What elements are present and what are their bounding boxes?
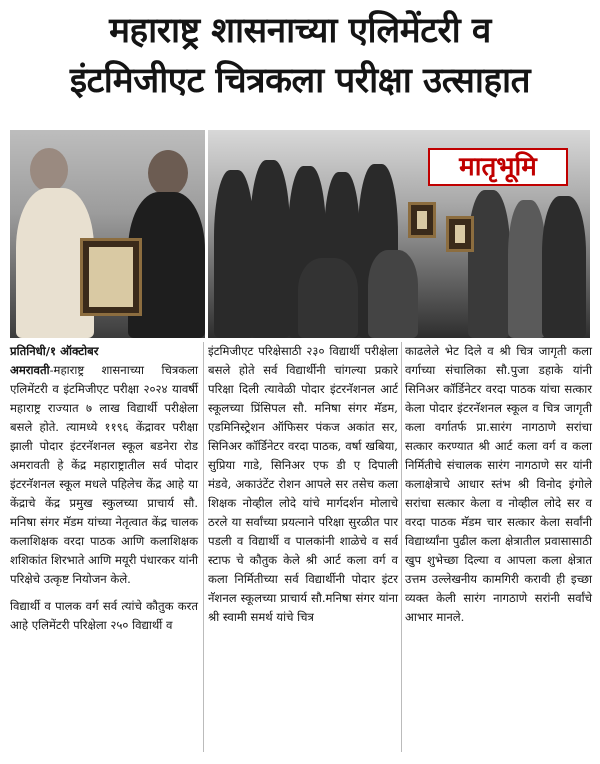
group-person xyxy=(542,196,586,338)
article-column-3 xyxy=(405,342,592,627)
person-left-head xyxy=(30,148,68,192)
headline-line-2: इंटमिजीएट चित्रकला परीक्षा उत्साहात xyxy=(69,61,531,101)
city-name: अमरावती xyxy=(10,363,50,377)
article-paragraph: काढलेले भेट दिले व श्री चित्र जागृती कला वर्गाच्या संचालिका सौ.पुजा डहाके यांनी सिनिअर कॉर्डिनेटर वरदा पाठक यांचा सत्कार केला पोदार इंटरनॅशनल स्कूल व चित्र जागृती कला वर्गातर्फ प्रा.सारंग नागठाणे सरांचा सत्कार करण्यात श्री आर्ट कला वर्ग व कला निर्मितीचे संचालक सारंग नागठाणे सर यांनी कलाक्षेत्राचे आधार स्तंभ श्री विनोद इंगोले सरांचा सत्कार केला व नोव्हील लोदे सर व वरदा पाठक मॅडम चार सत्कार केला सर्वांनी विद्यार्थ्यांना पुढील कला क्षेत्रातील प्रवासासाठी खुप शुभेच्छा दिल्या व आपला कला क्षेत्रात उत्तम उल्लेखनीय कामगिरी करावी ही इच्छा व्यक्त केली सारंग नागठाणे सरांनी सर्वांचे आभार मानले. xyxy=(405,344,592,624)
framed-painting xyxy=(408,202,436,238)
group-person xyxy=(214,170,254,338)
headline-line-1: महाराष्ट्र शासनाच्या एलिमेंटरी व xyxy=(109,11,491,51)
group-person xyxy=(250,160,290,338)
photo-handover xyxy=(10,130,205,338)
article-column-2 xyxy=(208,342,398,627)
person-right-head xyxy=(148,150,188,196)
framed-painting xyxy=(446,216,474,252)
group-person xyxy=(468,190,510,338)
masthead-logo: मातृभूमि xyxy=(428,148,568,186)
column-divider xyxy=(401,342,402,752)
group-person xyxy=(508,200,546,338)
group-person-seated xyxy=(298,258,358,338)
article-paragraph: विद्यार्थी व पालक वर्ग सर्व त्यांचे कौतुक करत आहे एलिमेंटरी परिक्षेला २५० विद्यार्थी व xyxy=(10,599,198,632)
column-divider xyxy=(203,342,204,752)
group-person-seated xyxy=(368,250,418,338)
article-column-1 xyxy=(10,342,198,635)
dateline: प्रतिनिधी/१ ऑक्टोबर xyxy=(10,344,99,358)
paragraph-text: -महाराष्ट्र शासनाच्या चित्रकला एलिमेंटरी व इंटमिजीएट परीक्षा २०२४ यावर्षी महाराष्ट्र राज्यात ७ लाख विद्यार्थी परीक्षेला बसले होते. त्यामध्ये ११९६ केंद्रावर परीक्षा झाली पोदार इंटरनॅशनल स्कूल बडनेरा रोड अमरावती हे केंद्र महाराष्ट्रातील सर्व पोदार इंटरनॅशनल स्कूल मधले पहिलेच केंद्र आहे या केंद्राचे केंद्र प्रमुख स्कुलच्या प्राचार्य सौ. मनिषा संगर मॅडम यांच्या नेतृत्वात केंद्र चालक कलाशिक्षक वरदा पाठक आणि कलाशिक्षक शशिकांत शिरभाते आणि मयूरी पंधारकर यांनी परिक्षेचे उत्कृष्ट नियोजन केले. xyxy=(10,363,199,586)
framed-painting xyxy=(80,238,142,316)
article-paragraph: इंटमिजीएट परिक्षेसाठी २३० विद्यार्थी परीक्षेला बसले होते सर्व विद्यार्थीनी चांगल्या प्रकारे परिक्षा दिली त्यावेळी पोदार इंटरनॅशनल आर्ट स्कूलच्या प्रिंसिपल सौ. मनिषा संगर मॅडम, एडमिनिस्ट्रेशन ऑफिसर पंकज अकांत सर, सिनिअर कॉर्डिनेटर वरदा पाठक, वर्षा खबिया, सुप्रिया गाडे, सिनिअर एफ डी ए दिपाली मंडवे, अकाउंटेंट रोशन आपले सर तसेच कला शिक्षक नोव्हील लोदे यांचे मार्गदर्शन मोलाचे ठरले या सर्वांच्या प्रयत्नाने परिक्षा सुरळीत पार पडली व विद्यार्थी व पालकांनी शाळेचे व सर्व स्टाफ चे कौतुक केले श्री आर्ट कला वर्ग व कला निर्मितीच्या सर्व विद्यार्थीनी पोदार इंटर नॅशनल स्कूलच्या प्राचार्य सौ.मनिषा संगर यांना श्री स्वामी समर्थ यांचे चित्र xyxy=(208,344,398,624)
article-paragraph xyxy=(10,361,198,589)
headline xyxy=(0,6,600,106)
